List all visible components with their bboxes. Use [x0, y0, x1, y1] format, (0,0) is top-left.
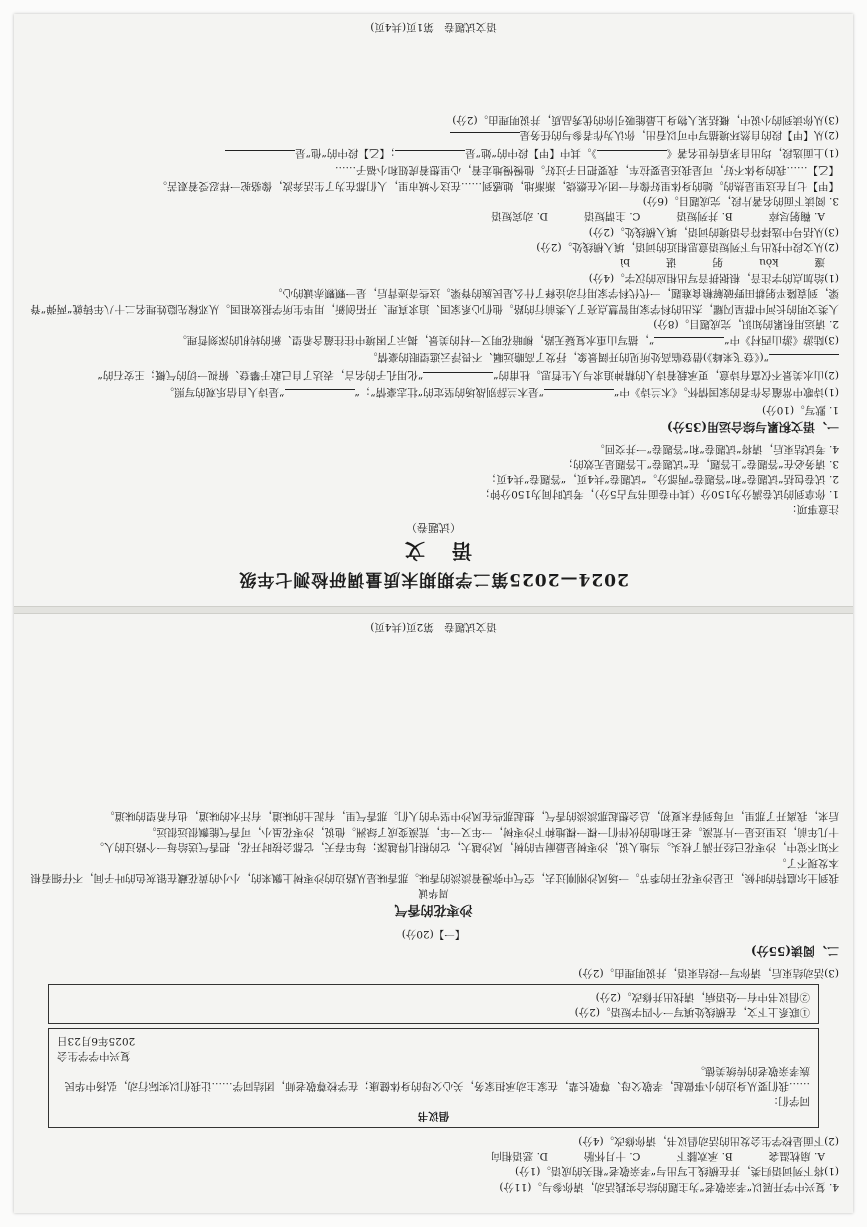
option-d[interactable]: D. 动宾短语	[491, 210, 548, 223]
notes-block	[28, 441, 839, 516]
article-title: 沙枣花的香气	[394, 902, 473, 918]
question-2-3: (3)从括号中选择符合语境的词语，填入横线处。(2分)	[588, 226, 839, 238]
question-3-1: (1)上面选段，均出自茅盾传世名著《》。其中【甲】段中的“她”是；【乙】段中的“他”是	[28, 145, 839, 163]
question-3-2: (2)从【甲】段的自然环境描写中可以看出，你认为作者参与的任务是	[28, 127, 839, 145]
section-heading: 二、阅读(55分)	[750, 944, 839, 958]
letter-tasks	[48, 985, 819, 1025]
answer-blank[interactable]	[225, 150, 295, 162]
notes-item: 3. 请务必在“答题卷”上答题，在“试题卷”上答题是无效的；	[562, 458, 839, 470]
exam-subject: 语 文	[395, 539, 472, 563]
page-divider	[14, 606, 853, 614]
task-item: ①联系上下文，在横线处填写一个四字短语。(2分)	[574, 1006, 810, 1019]
option-d[interactable]: D. 恶语相向	[491, 1150, 548, 1162]
option-b[interactable]: B. 承欢膝下	[676, 1150, 733, 1162]
letter-body: ……我们要从身边的小事做起，孝敬父母、尊敬长辈，在家主动承担家务，关心父母的身体健康；在学校尊敬老师，团结同学……让我们以实际行动，弘扬中华民族孝亲敬老的传统美德。	[64, 1065, 810, 1093]
task-item: ②倡议书中有一处语病，请找出并修改。(2分)	[595, 991, 810, 1004]
page-footer: 语文试题卷 第2页(共4页)	[370, 621, 497, 633]
article-paragraph: 十几年前，这里还是一片荒漠。老王和他的伙伴们一棵一棵地种下沙枣树，一年又一年，荒漠变成了绿洲。他说，沙枣花虽小，可香气能飘很远很远。	[146, 826, 839, 838]
question-4-1: (1)将下列词语归类，并在横线上写出与“孝亲敬老”相关的成语。(1分)	[515, 1165, 839, 1178]
excerpt-b: 【乙】……我的身体不好，可是我还是要拉车，我要把日子过好。他慢慢地走着，心里想着虎妞和小福子……	[335, 164, 839, 177]
question-4-2: (2)下面是校学生会发出的活动倡议书，请你修改。(4分)	[578, 1135, 839, 1147]
section-heading: 一、语文积累与综合运用(35分)	[666, 420, 839, 434]
page-footer: 语文试题卷 第1页(共4页)	[370, 21, 497, 33]
notes-item: 4. 考试结束后，请将“试题卷”和“答题卷”一并交回。	[594, 443, 839, 455]
option-b[interactable]: B. 并列短语	[676, 210, 733, 223]
question-1: 1. 默写。(10分)	[762, 404, 839, 416]
pinyin-item: 邃	[814, 256, 825, 269]
pinyin-item: 躬	[712, 256, 724, 269]
proposal-letter	[48, 1029, 819, 1129]
notes-label: 注意事项：	[786, 503, 839, 515]
answer-blank[interactable]	[423, 372, 493, 384]
answer-blank[interactable]	[395, 150, 465, 162]
answer-blank[interactable]	[597, 150, 667, 162]
answer-blank[interactable]	[654, 337, 724, 349]
question-4-3: (3)活动结束后，请你写一段结束语，并说明理由。(2分)	[578, 967, 839, 980]
excerpt-a: 【甲】七月在这里是热的。她的身体里好像有一团火在燃烧，渐渐地，她感到……在这个城市里，人们都在为了生活奔波，像骆驼一样忍受着艰苦。	[156, 180, 839, 192]
question-1-3: (3)陆游《游山西村》中“”，描写山重水复疑无路，柳暗花明又一村的美景，揭示了困境中往往蕴含希望、新的转机的深刻哲理。	[28, 332, 839, 350]
question-3: 3. 阅读下面的名著片段，完成题目。(6分)	[642, 195, 839, 208]
answer-blank[interactable]	[285, 390, 355, 402]
pinyin-item: kòu	[759, 256, 779, 269]
article-paragraph: 不知不觉中，沙枣花已经开满了枝头。当地人说，沙枣树是最耐旱的树，风沙越大，它的根扎得越深；每年春天，它都会按时开花，把香气送给每一个路过的人。	[93, 841, 839, 854]
article-paragraph: 我到土尔扈特的时候，正是沙枣花开的季节。一场风沙刚刚过去，空气中弥漫着淡淡的香味。那香味是从路边的沙枣树上飘来的，小小的黄花藏在银灰色的叶子间，不仔细看根本发现不了。	[30, 857, 839, 885]
exam-sheet	[14, 14, 853, 1213]
option-c[interactable]: C. 主谓短语	[583, 210, 641, 223]
pinyin-item: 谌	[666, 256, 677, 269]
letter-date: 2025年6月23日	[57, 1035, 136, 1048]
question-1-2: (2)山水美景不仅富有诗意，更承载着诗人的精神追求与人生哲思。杜甫的“”化用孔子的名言，表达了自己敢于攀登、俯视一切的气概；王安石的“”(《登飞来峰》)借登临高处所见的开阔景象，抒发了高瞻远瞩、不畏浮云遮望眼的豪情。	[28, 349, 839, 384]
question-3-3: (3)从你读到的小说中，概括某人物身上最能吸引你的优秀品质，并说明理由。(2分)	[452, 114, 839, 126]
page-two	[14, 614, 853, 1202]
passage-text: 人类文明的长河中群星闪耀，杰出的科学家用智慧点亮了人类前行的路。他们心系家国、追求真理、开拓创新，用毕生所学报效祖国。从邓稼先隐姓埋名二十八年铸就“两弹”脊梁，到袁隆平躬耕田野破解粮食难题，一代代科学家用行动诠释了什么是民族的脊梁。这些奇迹背后，是一颗颗赤诚的心。	[30, 287, 839, 315]
letter-greeting: 同学们：	[768, 1095, 810, 1108]
option-row	[28, 209, 839, 224]
option-row	[28, 1148, 839, 1163]
option-c[interactable]: C. 十月怀胎	[583, 1150, 641, 1162]
pinyin-row	[28, 255, 839, 270]
question-1-1: (1)诗歌中常蕴含作者的家国情怀。《木兰诗》中“”是木兰辞别战场的坚定的“壮志豪情”；“”是诗人自信乐观的写照。	[28, 384, 839, 402]
article-author: 周华诚	[418, 887, 449, 899]
answer-blank[interactable]	[450, 133, 520, 145]
notes-item: 1. 你拿到的试卷满分为150分（其中卷面书写占5分），考试时间为150分钟；	[479, 488, 839, 500]
answer-blank[interactable]	[544, 390, 614, 402]
question-2-1: (1)给加点的字注音，根据拼音写出相应的汉字。(4分)	[588, 272, 839, 284]
option-a[interactable]: A. 扇枕温衾	[768, 1150, 825, 1162]
exam-volume: （试题卷）	[406, 521, 461, 534]
pinyin-item: bì	[619, 256, 631, 269]
exam-title: 2024—2025第二学期期末质量调研检测七年级	[238, 569, 629, 589]
notes-item: 2. 试卷包括“试题卷”和“答题卷”两部分。“试题卷”共4页，“答题卷”共4页；	[485, 473, 839, 485]
page-one	[14, 14, 853, 602]
article-paragraph: 后来，我离开了那里，可每到春末夏初，总会想起那淡淡的香气，想起那些在风沙中坚守的人们。那香气里，有泥土的味道，有汗水的味道，也有希望的味道。	[104, 810, 839, 823]
letter-signature: 复兴中学学生会	[57, 1050, 131, 1063]
question-4: 4. 复兴中学开展以“孝亲敬老”为主题的综合实践活动，请你参与。(11分)	[499, 1181, 839, 1193]
question-2: 2. 请运用积累的知识，完成题目。(8分)	[653, 318, 839, 331]
reading-part: 【一】(20分)	[401, 928, 466, 940]
question-2-2: (2)从文段中找出与下列短语意思相近的词语，填入横线处。(2分)	[536, 241, 839, 254]
letter-title: 倡议书	[417, 1110, 450, 1123]
option-a[interactable]: A. 鞠躬尽瘁	[768, 210, 825, 223]
answer-blank[interactable]	[769, 355, 839, 367]
